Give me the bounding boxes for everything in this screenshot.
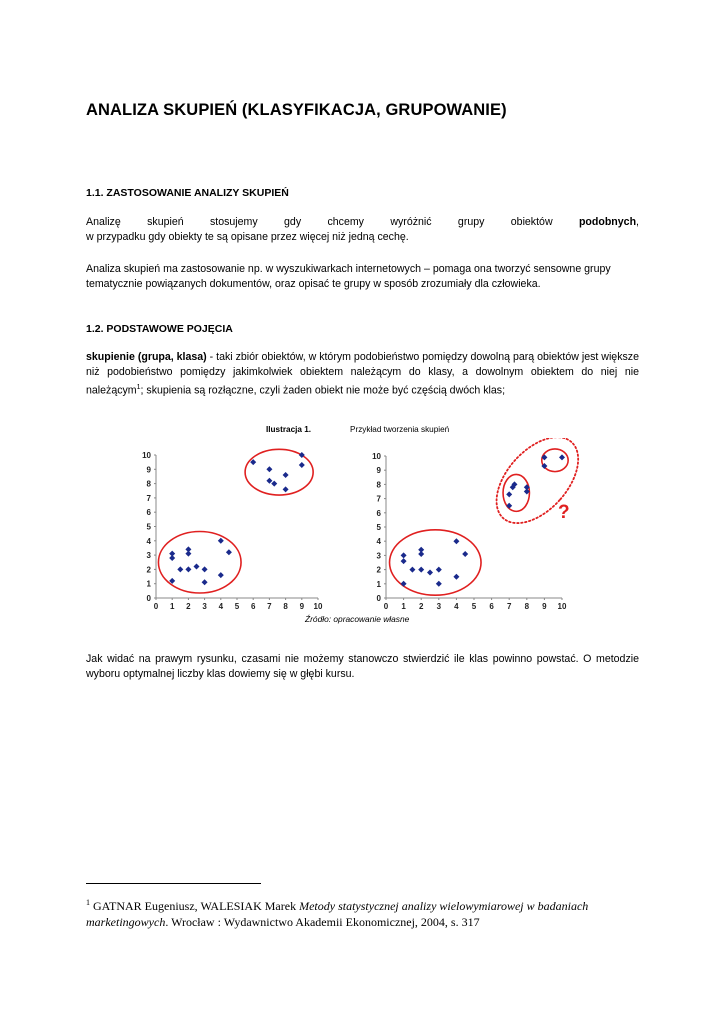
footnote-number: 1 bbox=[86, 898, 90, 907]
data-point bbox=[177, 566, 183, 572]
definition-term: skupienie (grupa, klasa) bbox=[86, 351, 207, 363]
cluster-outline-outer bbox=[481, 438, 585, 538]
x-tick-label: 10 bbox=[557, 602, 567, 611]
comma: , bbox=[636, 216, 639, 228]
x-tick-label: 1 bbox=[169, 602, 175, 611]
y-tick-label: 0 bbox=[376, 594, 381, 603]
y-tick-label: 6 bbox=[376, 508, 381, 518]
x-tick-label: 6 bbox=[250, 602, 256, 611]
data-point bbox=[202, 579, 208, 585]
data-point bbox=[401, 581, 407, 587]
data-point bbox=[401, 558, 407, 564]
word: grupy bbox=[457, 216, 485, 228]
data-point bbox=[169, 551, 175, 557]
y-tick-label: 9 bbox=[146, 465, 151, 475]
x-tick-label: 9 bbox=[299, 602, 305, 611]
definition-text-b: ; skupienia są rozłączne, czyli żaden obiekt nie może być częścią dwóch klas; bbox=[140, 384, 506, 397]
y-tick-label: 10 bbox=[142, 451, 151, 460]
x-tick-label: 4 bbox=[218, 602, 224, 611]
data-point bbox=[462, 551, 468, 557]
question-mark: ? bbox=[558, 502, 570, 523]
data-point bbox=[283, 472, 289, 478]
paragraph-intro bbox=[86, 215, 639, 245]
y-tick-label: 4 bbox=[376, 537, 381, 547]
data-point bbox=[401, 552, 407, 558]
data-point bbox=[436, 567, 442, 573]
cluster-outline-lower-left bbox=[158, 532, 241, 593]
x-tick-label: 5 bbox=[471, 602, 477, 611]
y-tick-label: 3 bbox=[376, 551, 381, 561]
paragraph-applications: Analiza skupień ma zastosowanie np. w wyszukiwarkach internetowych – pomaga ona tworzyć sensowne grupy tematycznie powiązanych dokumentów, oraz opisać te grupy w sposób zrozumiały dla człowieka. bbox=[86, 263, 611, 290]
y-tick-label: 2 bbox=[376, 565, 381, 575]
y-tick-label: 4 bbox=[146, 536, 151, 546]
cluster-outline-small-b bbox=[542, 449, 568, 472]
data-point bbox=[202, 566, 208, 572]
paragraph-intro-line1 bbox=[86, 215, 639, 230]
data-point bbox=[185, 566, 191, 572]
data-point bbox=[409, 567, 415, 573]
word: skupień bbox=[147, 216, 184, 228]
x-tick-label: 1 bbox=[401, 602, 406, 611]
x-tick-label: 10 bbox=[313, 602, 323, 611]
data-point bbox=[299, 462, 305, 468]
y-tick-label: 10 bbox=[372, 452, 381, 461]
data-point bbox=[506, 503, 512, 509]
x-tick-label: 4 bbox=[454, 602, 459, 611]
definition-text-a: - taki zbiór obiektów, w którym podobieństwo pomiędzy dowolną parą obiektów jest większe niż podobieństwo pomiędzy jakimkolwiek obiektem należącym do klasy, a dowolnym obiektem do niej nie należącym bbox=[86, 351, 639, 397]
y-tick-label: 9 bbox=[376, 466, 381, 476]
page-title: ANALIZA SKUPIEŃ (KLASYFIKACJA, GRUPOWANIE) bbox=[86, 101, 507, 119]
word: stosujemy bbox=[209, 216, 258, 228]
x-tick-label: 3 bbox=[436, 602, 442, 611]
footnote-reference[interactable]: 1 bbox=[136, 384, 141, 391]
scatter-chart-left bbox=[136, 440, 332, 612]
data-point bbox=[271, 481, 277, 487]
word: chcemy bbox=[327, 216, 364, 228]
y-tick-label: 8 bbox=[146, 479, 151, 489]
y-tick-label: 1 bbox=[146, 579, 151, 589]
word: obiektów bbox=[510, 216, 553, 228]
y-tick-label: 0 bbox=[146, 594, 151, 603]
bold-word: podobnych bbox=[578, 216, 637, 228]
x-tick-label: 5 bbox=[234, 602, 240, 611]
figure-caption: Przykład tworzenia skupień bbox=[350, 425, 450, 434]
footnote-separator bbox=[86, 883, 261, 884]
data-point bbox=[506, 491, 512, 497]
figure-label: Ilustracja 1. bbox=[266, 425, 312, 434]
x-tick-label: 8 bbox=[524, 602, 530, 611]
figure-source: Źródło: opracowanie własne bbox=[305, 614, 410, 624]
x-tick-label: 7 bbox=[506, 602, 512, 611]
word: Analizę bbox=[86, 216, 121, 228]
data-point bbox=[418, 567, 424, 573]
x-tick-label: 7 bbox=[267, 602, 272, 611]
data-point bbox=[559, 454, 565, 460]
y-tick-label: 7 bbox=[376, 494, 381, 504]
section-heading-2: 1.2. PODSTAWOWE POJĘCIA bbox=[86, 323, 233, 335]
data-point bbox=[185, 546, 191, 552]
word: wyróżnić bbox=[390, 216, 432, 228]
x-tick-label: 0 bbox=[153, 602, 159, 611]
x-tick-label: 2 bbox=[418, 602, 424, 611]
word: gdy bbox=[284, 216, 302, 228]
data-point bbox=[436, 581, 442, 587]
data-point bbox=[266, 478, 272, 484]
y-tick-label: 7 bbox=[146, 493, 151, 503]
section-heading-1: 1.1. ZASTOSOWANIE ANALIZY SKUPIEŃ bbox=[86, 187, 289, 199]
footnote-title: Metody statystycznej analizy wielowymiarowej w badaniach marketingowych bbox=[86, 899, 589, 929]
data-point bbox=[418, 547, 424, 553]
data-point bbox=[194, 564, 200, 570]
footnote-authors: GATNAR Eugeniusz, WALESIAK Marek bbox=[90, 899, 300, 913]
data-point bbox=[226, 549, 232, 555]
y-tick-label: 2 bbox=[146, 565, 151, 575]
y-tick-label: 8 bbox=[376, 480, 381, 490]
data-point bbox=[218, 538, 224, 544]
data-point bbox=[266, 466, 272, 472]
x-tick-label: 0 bbox=[383, 602, 389, 611]
paragraph-conclusion: Jak widać na prawym rysunku, czasami nie możemy stanowczo stwierdzić ile klas powinno powstać. O metodzie wyboru optymalnej liczby klas dowiemy się w głębi kursu. bbox=[86, 653, 639, 680]
y-tick-label: 6 bbox=[146, 508, 151, 518]
y-tick-label: 5 bbox=[376, 523, 381, 532]
footnote-publisher: . Wrocław : Wydawnictwo Akademii Ekonomicznej, 2004, s. 317 bbox=[165, 915, 480, 929]
x-tick-label: 8 bbox=[283, 602, 288, 611]
data-point bbox=[218, 572, 224, 578]
y-tick-label: 5 bbox=[146, 522, 151, 532]
data-point bbox=[427, 569, 433, 575]
data-point bbox=[453, 538, 459, 544]
data-point bbox=[453, 574, 459, 580]
footnote bbox=[86, 895, 646, 930]
word-last bbox=[579, 215, 639, 230]
y-tick-label: 1 bbox=[376, 579, 381, 589]
x-tick-label: 9 bbox=[542, 602, 547, 611]
paragraph-intro-line2: w przypadku gdy obiekty te są opisane przez więcej niż jedną cechę. bbox=[86, 231, 409, 243]
scatter-chart-right bbox=[370, 438, 585, 613]
x-tick-label: 6 bbox=[489, 602, 494, 611]
x-tick-label: 3 bbox=[202, 602, 207, 611]
x-tick-label: 2 bbox=[186, 602, 191, 611]
paragraph-definition bbox=[86, 350, 639, 399]
data-point bbox=[283, 486, 289, 492]
y-tick-label: 3 bbox=[146, 551, 151, 561]
